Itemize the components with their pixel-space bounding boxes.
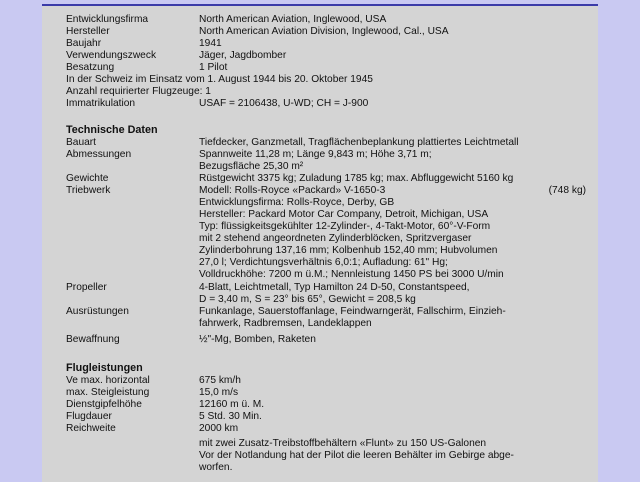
flight-note-text: mit zwei Zusatz-Treibstoffbehältern «Flunt» zu 150 US-Galonen (199, 438, 487, 449)
spec-row-triebwerk-line (66, 257, 586, 269)
flight-heading (66, 362, 586, 374)
spec-value: 15,0 m/s (199, 387, 239, 398)
spec-value: 1 Pilot (199, 62, 228, 73)
spec-label: Bauart (66, 137, 97, 148)
spec-row-triebwerk-line (66, 245, 586, 257)
spec-value: Spannweite 11,28 m; Länge 9,843 m; Höhe 3,71 m; (199, 149, 432, 160)
spec-value: Jäger, Jagdbomber (199, 50, 287, 61)
spec-value: Zylinderbohrung 137,16 mm; Kolbenhub 152,40 mm; Hubvolumen (199, 245, 498, 256)
spec-label: max. Steigleistung (66, 387, 150, 398)
spec-value: 27,0 l; Verdichtungsverhältnis 6,0:1; Aufladung: 61" Hg; (199, 257, 448, 268)
spec-row-ausruestungen (66, 306, 586, 318)
spec-row-propeller (66, 282, 586, 294)
spec-value: Bezugsfläche 25,30 m² (199, 161, 304, 172)
spec-label: Verwendungszweck (66, 50, 157, 61)
spec-label: Ausrüstungen (66, 306, 129, 317)
spec-value: Modell: Rolls-Royce «Packard» V-1650-3 (199, 185, 386, 196)
spec-label: Ve max. horizontal (66, 375, 150, 386)
spec-label: Abmessungen (66, 149, 132, 160)
spec-row-bauart (66, 137, 586, 149)
spec-value: 12160 m ü. M. (199, 399, 265, 410)
spec-label: Immatrikulation (66, 98, 136, 109)
spec-row-triebwerk-line (66, 233, 586, 245)
flight-row-range (66, 423, 586, 435)
flight-row-speed (66, 375, 586, 387)
spec-value: Rüstgewicht 3375 kg; Zuladung 1785 kg; max. Abfluggewicht 5160 kg (199, 173, 514, 184)
spec-label: Reichweite (66, 423, 116, 434)
spec-label: Bewaffnung (66, 334, 120, 345)
spec-sheet (42, 4, 598, 482)
spec-label: Flugdauer (66, 411, 112, 422)
spec-label: Triebwerk (66, 185, 111, 196)
spec-value: North American Aviation Division, Inglewood, Cal., USA (199, 26, 449, 37)
spec-value: fahrwerk, Radbremsen, Landeklappen (199, 318, 372, 329)
spec-value: 4-Blatt, Leichtmetall, Typ Hamilton 24 D-50, Constantspeed, (199, 282, 470, 293)
spec-value: mit 2 stehend angeordneten Zylinderblöcken, Spritzvergaser (199, 233, 472, 244)
spec-row-triebwerk-line (66, 197, 586, 209)
spec-row-abmessungen (66, 149, 586, 161)
swiss-service-text: In der Schweiz im Einsatz vom 1. August 1944 bis 20. Oktober 1945 (66, 74, 373, 85)
spec-row-triebwerk-line (66, 269, 586, 281)
spec-row-immatrikulation (66, 98, 586, 110)
flight-row-duration (66, 411, 586, 423)
flight-row-climb (66, 387, 586, 399)
spec-value: Volldruckhöhe: 7200 m ü.M.; Nennleistung 1450 PS bei 3000 U/min (199, 269, 504, 280)
tech-heading-text: Technische Daten (66, 124, 158, 136)
spec-value: Funkanlage, Sauerstoffanlage, Feindwarngerät, Fallschirm, Einzieh- (199, 306, 506, 317)
spec-row-triebwerk (66, 185, 586, 197)
spec-label: Baujahr (66, 38, 102, 49)
aircraft-count-line (66, 86, 586, 98)
spec-value: 1941 (199, 38, 222, 49)
spec-row-triebwerk-line (66, 209, 586, 221)
spec-row-entwicklungsfirma (66, 14, 586, 26)
spec-row-hersteller (66, 26, 586, 38)
spec-value: 2000 km (199, 423, 239, 434)
spec-row-triebwerk-line (66, 221, 586, 233)
spec-value: Entwicklungsfirma: Rolls-Royce, Derby, GB (199, 197, 395, 208)
spec-row-propeller-2 (66, 294, 586, 306)
spec-label: Propeller (66, 282, 107, 293)
spec-value: 675 km/h (199, 375, 241, 386)
flight-note (66, 438, 586, 450)
spec-label: Gewichte (66, 173, 109, 184)
spec-label: Dienstgipfelhöhe (66, 399, 142, 410)
spec-label: Entwicklungsfirma (66, 14, 149, 25)
flight-note (66, 450, 586, 462)
spec-value: Tiefdecker, Ganzmetall, Tragflächenbeplankung plattiertes Leichtmetall (199, 137, 519, 148)
spec-value: USAF = 2106438, U-WD; CH = J-900 (199, 98, 369, 109)
flight-note (66, 462, 586, 474)
spec-row-besatzung (66, 62, 586, 74)
swiss-service-line (66, 74, 586, 86)
spec-value: North American Aviation, Inglewood, USA (199, 14, 387, 25)
spec-label: Besatzung (66, 62, 115, 73)
spec-label: Hersteller (66, 26, 110, 37)
flight-note-text: worfen. (199, 462, 233, 473)
flight-note-text: Vor der Notlandung hat der Pilot die leeren Behälter im Gebirge abge- (199, 450, 514, 461)
flight-row-ceiling (66, 399, 586, 411)
spec-row-bewaffnung (66, 334, 586, 346)
engine-weight: (748 kg) (548, 185, 586, 196)
spec-row-abmessungen-2 (66, 161, 586, 173)
aircraft-count-text: Anzahl requirierter Flugzeuge: 1 (66, 86, 211, 97)
spec-value: Typ: flüssigkeitsgekühlter 12-Zylinder-, 4-Takt-Motor, 60°-V-Form (199, 221, 491, 232)
tech-heading (66, 124, 586, 136)
spec-value: ½"-Mg, Bomben, Raketen (199, 334, 316, 345)
spec-row-ausruestungen-2 (66, 318, 586, 330)
spec-row-baujahr (66, 38, 586, 50)
flight-heading-text: Flugleistungen (66, 362, 143, 374)
spec-value: D = 3,40 m, S = 23° bis 65°, Gewicht = 208,5 kg (199, 294, 416, 305)
spec-value: 5 Std. 30 Min. (199, 411, 262, 422)
spec-row-gewichte (66, 173, 586, 185)
spec-row-verwendungszweck (66, 50, 586, 62)
spec-value: Hersteller: Packard Motor Car Company, Detroit, Michigan, USA (199, 209, 489, 220)
